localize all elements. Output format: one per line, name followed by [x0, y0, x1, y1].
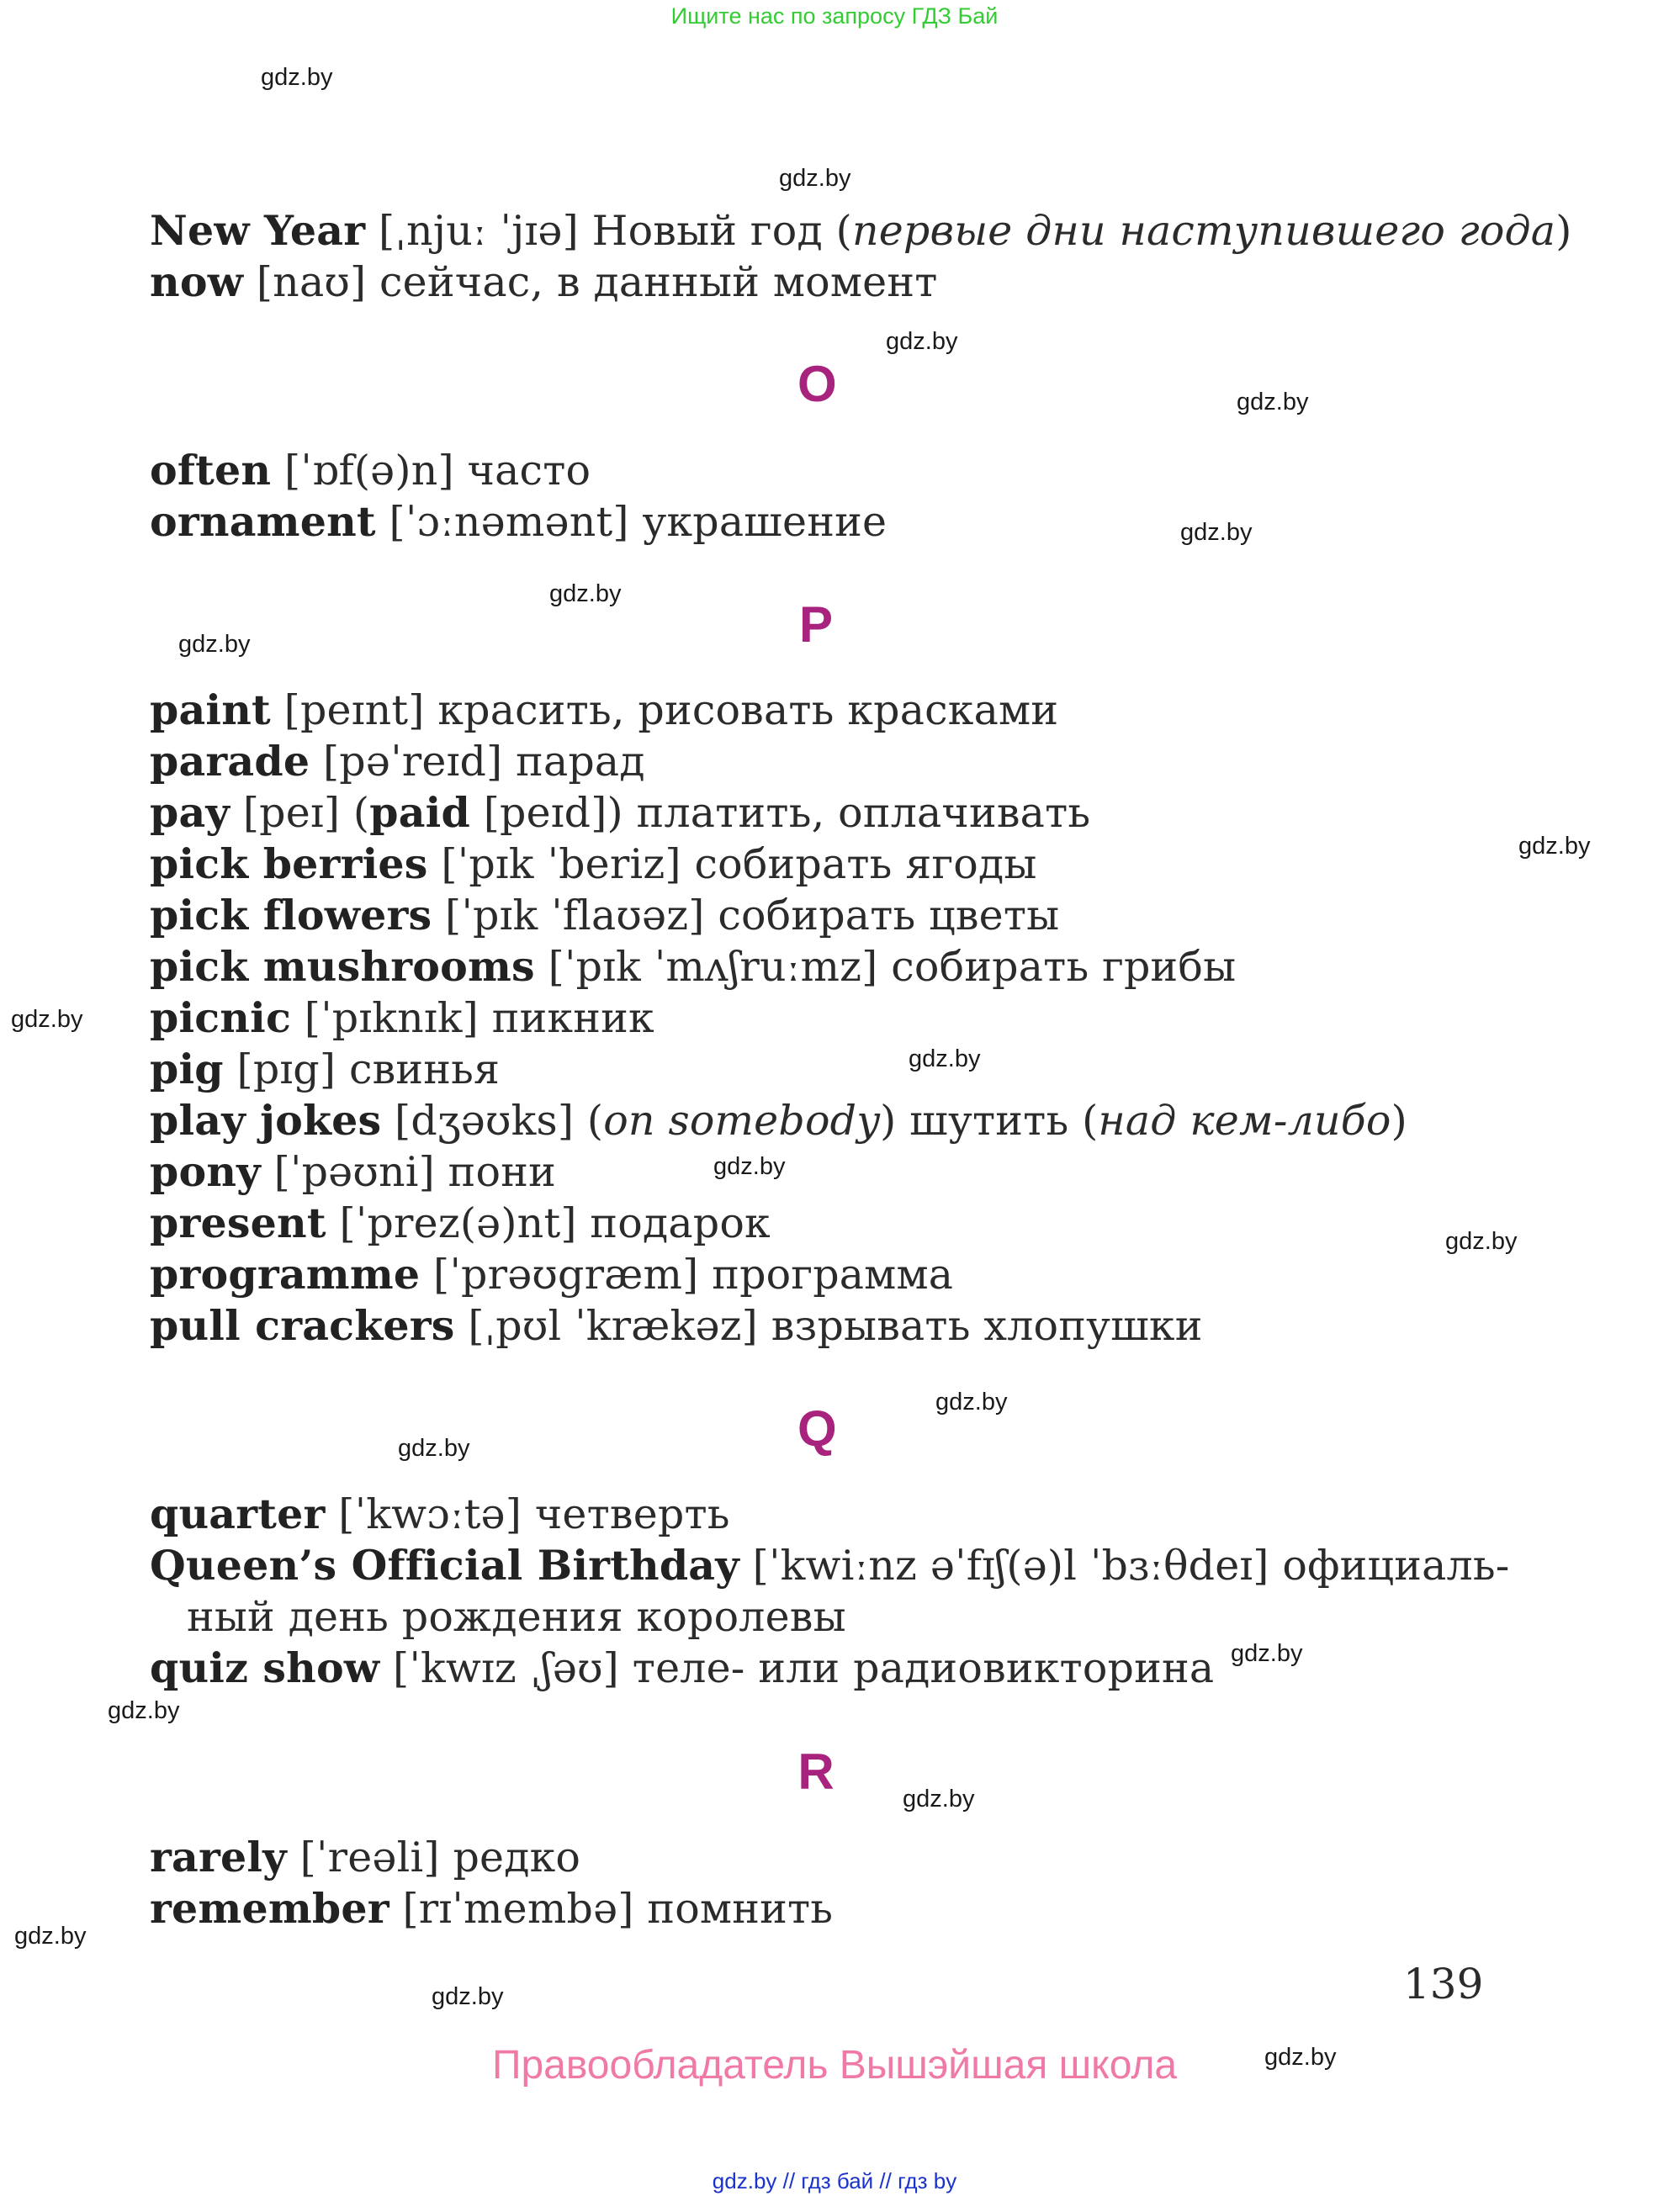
entry-pull-crackers: pull crackers [ˌpʊl ˈkrækəz] взрывать хлопушки — [150, 1301, 1203, 1350]
section-letter-o: O — [797, 356, 837, 412]
entry-picnic: picnic [ˈpɪknɪk] пикник — [150, 993, 654, 1042]
headword: pay — [150, 788, 230, 837]
watermark: gdz.by — [935, 1389, 1008, 1416]
headword: remember — [150, 1884, 389, 1933]
search-banner[interactable]: Ищите нас по запросу ГДЗ Бай — [670, 3, 999, 29]
entry-pick-mushrooms: pick mushrooms [ˈpɪk ˈmʌʃruːmz] собирать грибы — [150, 942, 1237, 991]
entry-play-jokes: play jokes [dʒəʊks] (on somebody) шутить (над кем-либо) — [150, 1096, 1407, 1145]
section-letter-r: R — [797, 1744, 834, 1800]
headword: present — [150, 1199, 326, 1247]
headword: quiz show — [150, 1643, 380, 1692]
entry-pick-flowers: pick flowers [ˈpɪk ˈflaʊəz] собирать цветы — [150, 891, 1060, 939]
entry-remember: remember [rɪˈmembə] помнить — [150, 1884, 834, 1933]
section-letter-q: Q — [797, 1400, 837, 1457]
watermark: gdz.by — [1445, 1228, 1518, 1255]
watermark: gdz.by — [903, 1786, 975, 1812]
headword: paint — [150, 685, 271, 734]
entry-queens-birthday: Queen’s Official Birthday [ˈkwiːnz əˈfɪʃ(ə)l ˈbɜːθdeɪ] официаль- — [150, 1541, 1510, 1590]
watermark: gdz.by — [1264, 2044, 1337, 2071]
footer-links[interactable]: gdz.by // гдз бай // гдз by — [712, 2168, 957, 2193]
watermark: gdz.by — [261, 64, 333, 91]
entry-continuation: ный день рождения королевы — [187, 1593, 846, 1641]
copyright-notice: Правообладатель Вышэйшая школа — [491, 2043, 1178, 2088]
watermark: gdz.by — [1180, 519, 1253, 546]
headword: play jokes — [150, 1096, 382, 1145]
headword: quarter — [150, 1490, 326, 1538]
watermark: gdz.by — [14, 1923, 87, 1950]
headword: now — [150, 257, 244, 306]
headword: often — [150, 446, 272, 495]
watermark: gdz.by — [713, 1153, 786, 1180]
watermark: gdz.by — [909, 1045, 981, 1072]
page-number: 139 — [1403, 1960, 1484, 2008]
entry-parade: parade [pəˈreɪd] парад — [150, 737, 645, 786]
headword: rarely — [150, 1833, 287, 1881]
headword: programme — [150, 1250, 421, 1299]
headword: pick mushrooms — [150, 942, 535, 991]
entry-ornament: ornament [ˈɔːnəmənt] украшение — [150, 497, 887, 546]
headword: pig — [150, 1045, 224, 1093]
headword: parade — [150, 737, 310, 786]
headword: pick flowers — [150, 891, 432, 939]
watermark: gdz.by — [108, 1697, 180, 1724]
entry-often: often [ˈɒf(ə)n] часто — [150, 446, 591, 495]
entry-paint: paint [peɪnt] красить, рисовать красками — [150, 685, 1059, 734]
headword: pony — [150, 1147, 261, 1196]
watermark: gdz.by — [886, 328, 958, 355]
entry-programme: programme [ˈprəʊgræm] программа — [150, 1250, 954, 1299]
headword: New Year — [150, 206, 366, 255]
entry-quarter: quarter [ˈkwɔːtə] четверть — [150, 1490, 730, 1538]
entry-quiz-show: quiz show [ˈkwɪz ˌʃəʊ] теле- или радиовикторина — [150, 1643, 1215, 1692]
headword: Queen’s Official Birthday — [150, 1541, 739, 1590]
entry-pig: pig [pɪg] свинья — [150, 1045, 501, 1093]
entry-now: now [naʊ] сейчас, в данный момент — [150, 257, 938, 306]
entry-new-year: New Year [ˌnjuː ˈjɪə] Новый год (первые дни наступившего года) — [150, 206, 1572, 255]
watermark: gdz.by — [178, 631, 251, 658]
watermark: gdz.by — [1231, 1640, 1303, 1667]
entry-pony: pony [ˈpəʊni] пони — [150, 1147, 556, 1196]
headword: pick berries — [150, 839, 428, 888]
watermark: gdz.by — [549, 580, 622, 607]
watermark: gdz.by — [398, 1435, 470, 1462]
watermark: gdz.by — [432, 1983, 504, 2010]
watermark: gdz.by — [779, 165, 851, 192]
section-letter-p: P — [798, 596, 834, 653]
watermark: gdz.by — [11, 1006, 83, 1033]
watermark: gdz.by — [1237, 389, 1309, 415]
headword: ornament — [150, 497, 376, 546]
entry-pay: pay [peɪ] (paid [peɪd]) платить, оплачивать — [150, 788, 1091, 837]
watermark: gdz.by — [1518, 833, 1591, 860]
entry-rarely: rarely [ˈreəli] редко — [150, 1833, 581, 1881]
entry-present: present [ˈprez(ə)nt] подарок — [150, 1199, 771, 1247]
headword: pull crackers — [150, 1301, 455, 1350]
entry-pick-berries: pick berries [ˈpɪk ˈberiz] собирать ягоды — [150, 839, 1037, 888]
headword: picnic — [150, 993, 291, 1042]
